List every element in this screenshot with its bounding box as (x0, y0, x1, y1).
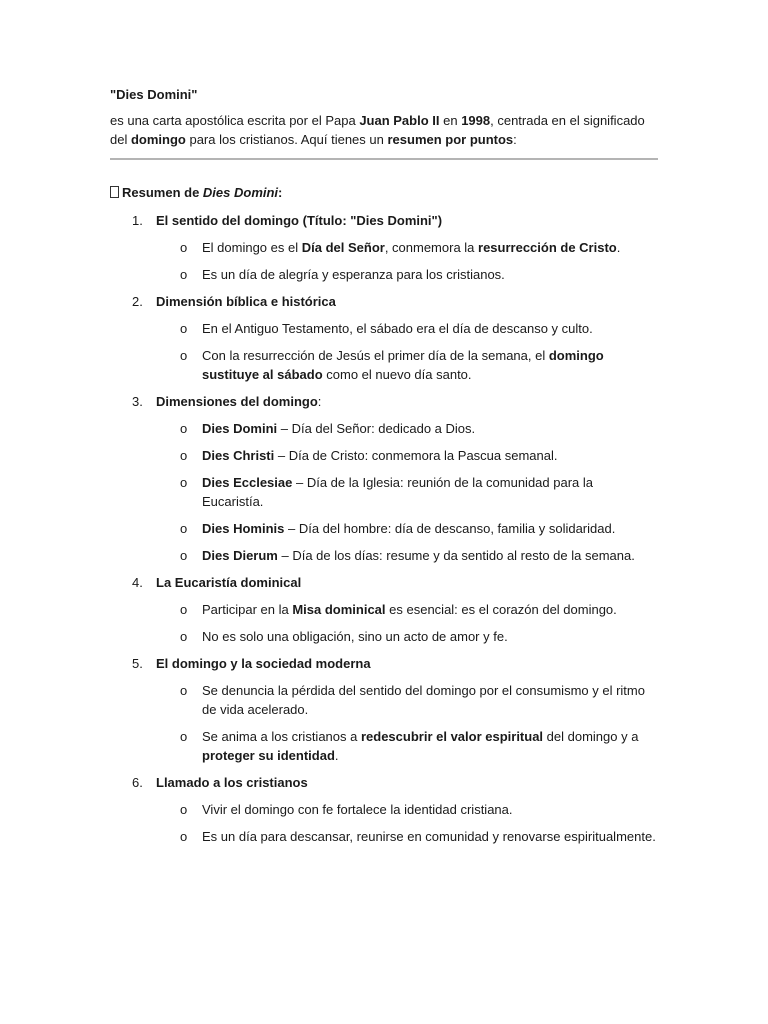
bullet-text-run: Vivir el domingo con fe fortalece la identidad cristiana. (202, 802, 513, 817)
bullet-text-run: Es un día de alegría y esperanza para los cristianos. (202, 267, 505, 282)
section-heading (110, 292, 658, 311)
bullet-text-run: Es un día para descansar, reunirse en comunidad y renovarse espiritualmente. (202, 829, 656, 844)
bullet-item (110, 827, 658, 846)
section-title: Dimensión bíblica e histórica (156, 294, 336, 309)
section-title: El sentido del domingo (Título: "Dies Domini") (156, 213, 443, 228)
bullet-text-run: Dies Hominis (202, 521, 285, 536)
bullet-marker: o (180, 348, 188, 363)
bullet-text-run: Dies Domini (202, 421, 278, 436)
bullet-text-run: Participar en la (202, 602, 293, 617)
summary-heading (110, 184, 658, 202)
bullet-marker: o (180, 240, 188, 255)
bullet-marker: o (180, 421, 188, 436)
intro-text-run: es una carta apostólica escrita por el Papa (110, 113, 360, 128)
section-number: 6. (132, 775, 143, 790)
bullet-marker: o (180, 267, 188, 282)
summary-heading-prefix: Resumen de (122, 185, 203, 200)
section-item (110, 654, 658, 765)
bullet-text-run: . (334, 748, 339, 763)
bullet-text-run: Se anima a los cristianos a (202, 729, 361, 744)
intro-text-run: resumen por puntos (387, 132, 514, 147)
bullet-item (110, 419, 658, 438)
bullet-item (110, 681, 658, 719)
bullet-text-run: Dies Dierum (202, 548, 278, 563)
section-title-suffix: : (317, 394, 322, 409)
bullet-list (110, 681, 658, 765)
bullet-text-run: del domingo y a (543, 729, 639, 744)
bullet-text-run: , conmemora la (384, 240, 479, 255)
section-item (110, 392, 658, 565)
bullet-list (110, 800, 658, 846)
intro-paragraph (110, 111, 658, 149)
bullet-item (110, 473, 658, 511)
bullet-list (110, 238, 658, 284)
section-number: 3. (132, 394, 143, 409)
bullet-text-run: Misa dominical (292, 602, 386, 617)
section-item (110, 773, 658, 846)
missing-glyph-icon (110, 186, 119, 198)
bullet-text-run: No es solo una obligación, sino un acto de amor y fe. (202, 629, 508, 644)
bullet-item (110, 446, 658, 465)
bullet-marker: o (180, 548, 188, 563)
bullet-item (110, 800, 658, 819)
intro-text-run: 1998 (461, 113, 491, 128)
bullet-text-run: Con la resurrección de Jesús el primer día de la semana, el (202, 348, 549, 363)
section-heading (110, 211, 658, 230)
bullet-marker: o (180, 475, 188, 490)
bullet-text-run: – Día del hombre: día de descanso, familia y solidaridad. (284, 521, 616, 536)
bullet-marker: o (180, 829, 188, 844)
bullet-text-run: resurrección de Cristo (478, 240, 617, 255)
section-heading (110, 573, 658, 592)
bullet-item (110, 519, 658, 538)
section-number: 1. (132, 213, 143, 228)
sections-list (110, 211, 658, 846)
bullet-item (110, 319, 658, 338)
intro-text-run: : (513, 132, 517, 147)
bullet-text-run: – Día del Señor: dedicado a Dios. (277, 421, 476, 436)
bullet-text-run: En el Antiguo Testamento, el sábado era el día de descanso y culto. (202, 321, 593, 336)
bullet-text-run: es esencial: es el corazón del domingo. (385, 602, 617, 617)
section-title: La Eucaristía dominical (156, 575, 302, 590)
bullet-item (110, 727, 658, 765)
intro-text-run: en (439, 113, 462, 128)
bullet-item (110, 265, 658, 284)
bullet-marker: o (180, 629, 188, 644)
bullet-marker: o (180, 448, 188, 463)
bullet-text-run: El domingo es el (202, 240, 302, 255)
section-number: 4. (132, 575, 143, 590)
bullet-item (110, 546, 658, 565)
document-page (110, 86, 658, 854)
bullet-text-run: proteger su identidad (202, 748, 335, 763)
intro-text-run: Juan Pablo II (359, 113, 440, 128)
summary-heading-emph: Dies Domini (202, 185, 279, 200)
section-heading (110, 654, 658, 673)
bullet-marker: o (180, 602, 188, 617)
bullet-text-run: – Día de los días: resume y da sentido al resto de la semana. (277, 548, 635, 563)
section-number: 5. (132, 656, 143, 671)
section-item (110, 573, 658, 646)
section-number: 2. (132, 294, 143, 309)
document-title: "Dies Domini" (110, 87, 198, 102)
bullet-text-run: Dies Ecclesiae (202, 475, 293, 490)
intro-text-run: , centrada en el significado del (110, 113, 645, 147)
section-item (110, 211, 658, 284)
bullet-list (110, 319, 658, 384)
bullet-marker: o (180, 521, 188, 536)
section-item (110, 292, 658, 384)
summary-heading-suffix: : (278, 185, 283, 200)
bullet-item (110, 600, 658, 619)
bullet-marker: o (180, 321, 188, 336)
section-title: Dimensiones del domingo (156, 394, 318, 409)
bullet-text-run: como el nuevo día santo. (322, 367, 472, 382)
bullet-marker: o (180, 802, 188, 817)
bullet-marker: o (180, 683, 188, 698)
bullet-list (110, 600, 658, 646)
horizontal-rule (110, 158, 658, 160)
section-heading (110, 773, 658, 792)
intro-text-run: para los cristianos. Aquí tienes un (185, 132, 388, 147)
bullet-text-run: Se denuncia la pérdida del sentido del domingo por el consumismo y el ritmo de vida acelerado. (202, 683, 645, 717)
bullet-text-run: domingo sustituye al sábado (202, 348, 604, 382)
bullet-marker: o (180, 729, 188, 744)
bullet-text-run: . (616, 240, 621, 255)
bullet-text-run: Dies Christi (202, 448, 275, 463)
section-heading (110, 392, 658, 411)
section-title: El domingo y la sociedad moderna (156, 656, 371, 671)
bullet-text-run: – Día de Cristo: conmemora la Pascua semanal. (274, 448, 558, 463)
section-title: Llamado a los cristianos (156, 775, 308, 790)
bullet-text-run: redescubrir el valor espiritual (360, 729, 544, 744)
bullet-item (110, 238, 658, 257)
bullet-list (110, 419, 658, 565)
bullet-item (110, 346, 658, 384)
intro-text-run: domingo (130, 132, 186, 147)
bullet-item (110, 627, 658, 646)
bullet-text-run: – Día de la Iglesia: reunión de la comunidad para la Eucaristía. (202, 475, 593, 509)
bullet-text-run: Día del Señor (301, 240, 385, 255)
